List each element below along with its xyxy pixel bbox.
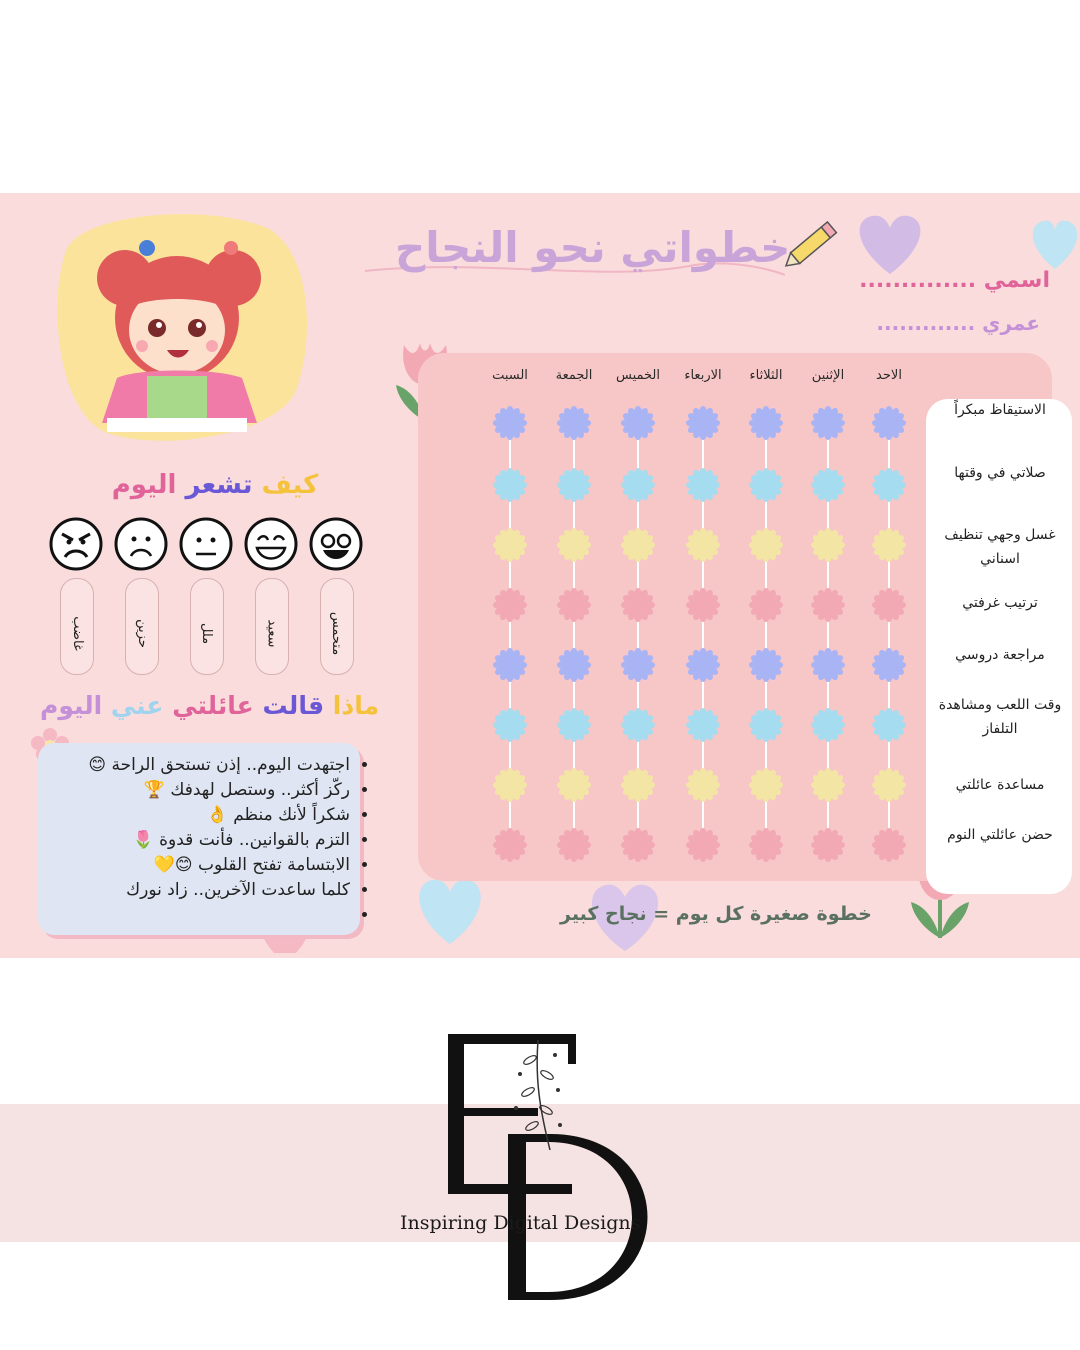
- flower-checkbox[interactable]: [686, 828, 720, 862]
- family-note-item: • الابتسامة تفتح القلوب 😊💛: [30, 853, 350, 878]
- flower-checkbox[interactable]: [557, 828, 591, 862]
- family-notes-title: [40, 691, 379, 720]
- flower-checkbox[interactable]: [811, 468, 845, 502]
- flower-checkbox[interactable]: [621, 648, 655, 682]
- flower-checkbox[interactable]: [749, 468, 783, 502]
- flower-checkbox[interactable]: [811, 648, 845, 682]
- flower-checkbox[interactable]: [872, 708, 906, 742]
- flower-checkbox[interactable]: [621, 588, 655, 622]
- grin-face-icon[interactable]: [243, 516, 299, 572]
- flower-checkbox[interactable]: [749, 528, 783, 562]
- family-note-item: • اجتهدت اليوم.. إذن تستحق الراحة 😊: [30, 753, 350, 778]
- mood-label: متحمس: [329, 611, 345, 655]
- task-label: مساعدة عائلتي: [955, 777, 1045, 793]
- family-note-item: • التزم بالقوانين.. فأنت قدوة 🌷: [30, 828, 350, 853]
- flower-checkbox[interactable]: [686, 708, 720, 742]
- flower-checkbox[interactable]: [621, 528, 655, 562]
- angry-face-icon[interactable]: [48, 516, 104, 572]
- day-header: الخميس: [616, 368, 660, 383]
- day-header: الاربعاء: [684, 368, 722, 383]
- flower-checkbox[interactable]: [493, 588, 527, 622]
- task-label: ترتيب غرفتي: [962, 595, 1038, 611]
- sad-face-icon[interactable]: [113, 516, 169, 572]
- mood-label: ملل: [199, 622, 215, 644]
- flower-checkbox[interactable]: [557, 406, 591, 440]
- flower-checkbox[interactable]: [811, 406, 845, 440]
- day-header: الثلاثاء: [749, 368, 783, 383]
- flower-checkbox[interactable]: [621, 768, 655, 802]
- day-header: الإثنين: [811, 368, 845, 383]
- flower-checkbox[interactable]: [811, 768, 845, 802]
- flower-checkbox[interactable]: [557, 648, 591, 682]
- flower-checkbox[interactable]: [493, 406, 527, 440]
- brand-tagline: Inspiring Digital Designs: [400, 1212, 641, 1234]
- flower-checkbox[interactable]: [557, 708, 591, 742]
- flower-checkbox[interactable]: [493, 768, 527, 802]
- flower-checkbox[interactable]: [557, 768, 591, 802]
- task-label: الاستيقاظ مبكراً: [954, 402, 1046, 418]
- family-note-item: • شكراً لأنك منظم 👌: [30, 803, 350, 828]
- title-word: اليوم: [40, 691, 103, 720]
- mood-label: حزين: [134, 618, 150, 648]
- family-note-item: • كلما ساعدت الآخرين.. زاد نورك: [30, 878, 350, 903]
- title-word: تشعر: [185, 470, 253, 500]
- title-word: كيف: [261, 470, 319, 500]
- flower-checkbox[interactable]: [621, 468, 655, 502]
- neutral-face-icon[interactable]: [178, 516, 234, 572]
- flower-checkbox[interactable]: [811, 708, 845, 742]
- task-label: حضن عائلتي النوم: [947, 827, 1053, 843]
- flower-checkbox[interactable]: [686, 406, 720, 440]
- age-field[interactable]: عمري .............: [876, 311, 1040, 335]
- flower-checkbox[interactable]: [749, 708, 783, 742]
- blue-heart-icon: [1025, 213, 1080, 273]
- mood-label: سعيد: [264, 619, 280, 647]
- flower-checkbox[interactable]: [749, 588, 783, 622]
- flower-checkbox[interactable]: [872, 768, 906, 802]
- day-header: الجمعة: [555, 368, 593, 383]
- title-word: عني: [110, 691, 164, 720]
- flower-checkbox[interactable]: [557, 588, 591, 622]
- title-word: اليوم: [111, 470, 177, 500]
- star-eyes-face-icon[interactable]: [308, 516, 364, 572]
- flower-checkbox[interactable]: [493, 648, 527, 682]
- flower-checkbox[interactable]: [872, 528, 906, 562]
- flower-checkbox[interactable]: [557, 528, 591, 562]
- feelings-title: [95, 470, 335, 500]
- flower-checkbox[interactable]: [686, 528, 720, 562]
- flower-checkbox[interactable]: [621, 828, 655, 862]
- flower-checkbox[interactable]: [872, 468, 906, 502]
- task-label: غسل وجهي تنظيف اسناني: [944, 527, 1056, 567]
- flower-checkbox[interactable]: [493, 528, 527, 562]
- day-header: الاحد: [876, 368, 902, 383]
- flower-checkbox[interactable]: [621, 406, 655, 440]
- chore-chart-card: [0, 193, 1080, 958]
- flower-checkbox[interactable]: [621, 708, 655, 742]
- flower-checkbox[interactable]: [749, 648, 783, 682]
- flower-checkbox[interactable]: [493, 468, 527, 502]
- task-label: صلاتي في وقتها: [954, 465, 1046, 481]
- flower-checkbox[interactable]: [749, 406, 783, 440]
- family-note-item: • ركّز أكثر.. وستصل لهدفك 🏆: [30, 778, 350, 803]
- flower-checkbox[interactable]: [749, 828, 783, 862]
- footer-motto: خطوة صغيرة كل يوم = نجاح كبير: [560, 903, 872, 925]
- flower-checkbox[interactable]: [872, 828, 906, 862]
- page-title: خطواتي نحو النجاح: [395, 223, 791, 272]
- flower-checkbox[interactable]: [686, 768, 720, 802]
- brand-logo: [440, 1030, 680, 1305]
- name-field[interactable]: اسمي ..............: [859, 268, 1050, 293]
- family-notes-list: [30, 753, 372, 928]
- flower-checkbox[interactable]: [872, 406, 906, 440]
- flower-checkbox[interactable]: [493, 708, 527, 742]
- flower-checkbox[interactable]: [686, 588, 720, 622]
- title-word: ماذا: [332, 691, 380, 720]
- flower-checkbox[interactable]: [686, 648, 720, 682]
- flower-checkbox[interactable]: [811, 528, 845, 562]
- flower-checkbox[interactable]: [557, 468, 591, 502]
- flower-checkbox[interactable]: [749, 768, 783, 802]
- family-note-item: [30, 903, 350, 928]
- flower-checkbox[interactable]: [811, 828, 845, 862]
- flower-checkbox[interactable]: [811, 588, 845, 622]
- flower-checkbox[interactable]: [872, 588, 906, 622]
- flower-checkbox[interactable]: [872, 648, 906, 682]
- flower-checkbox[interactable]: [493, 828, 527, 862]
- task-label: وقت اللعب ومشاهدة التلفاز: [938, 697, 1062, 737]
- title-word: عائلتي: [172, 691, 254, 720]
- flower-checkbox[interactable]: [686, 468, 720, 502]
- girl-avatar: [47, 208, 312, 448]
- day-header: السبت: [492, 368, 528, 383]
- mood-label: غاضب: [69, 615, 85, 651]
- task-label: مراجعة دروسي: [955, 647, 1045, 663]
- title-word: قالت: [262, 691, 325, 720]
